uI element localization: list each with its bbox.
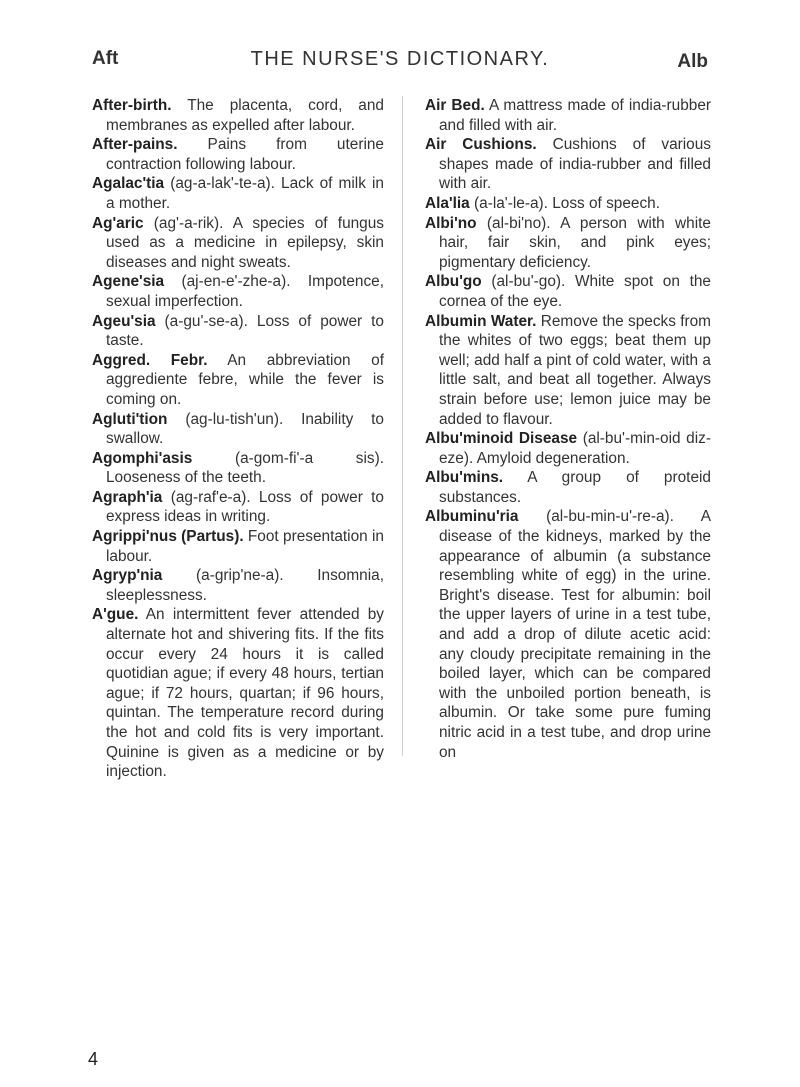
dictionary-entry [425, 468, 711, 507]
entry-term: After-pains. [92, 136, 178, 154]
entry-term: Ala'lia [425, 194, 470, 212]
entry-definition: (al-bu'-go). White spot on the cornea of the eye. [439, 273, 711, 310]
dictionary-entry [425, 312, 711, 430]
dictionary-entry [92, 214, 384, 273]
entry-definition: An abbreviation of aggrediente febre, while the fever is coming on. [106, 351, 384, 408]
entry-term: Air Cushions. [425, 136, 537, 154]
entry-term: Albi'no [425, 214, 477, 232]
entry-definition: (ag-a-lak'-te-a). Lack of milk in a mother. [106, 175, 384, 212]
header-guide-word-right: Alb [677, 51, 708, 72]
dictionary-entry [92, 488, 384, 527]
dictionary-entry [92, 351, 384, 410]
entry-term: After-birth. [92, 97, 172, 114]
entry-definition: Remove the specks from the whites of two eggs; beat them up well; add half a pint of cold water, with a little salt, and beat all together. Always strain before use; lemon juice may be added to flavour. [439, 312, 711, 428]
dictionary-entry [425, 272, 711, 311]
entry-definition: (a-grip'ne-a). Insomnia, sleeplessness. [106, 567, 384, 604]
entry-definition: The placenta, cord, and membranes as expelled after labour. [106, 97, 384, 134]
entry-term: Albu'mins. [425, 469, 504, 487]
left-column [92, 96, 384, 782]
header-guide-word-left: Aft [92, 48, 119, 69]
entry-term: Agraph'ia [92, 488, 163, 506]
entry-term: Albuminu'ria [425, 508, 519, 526]
dictionary-entry [92, 312, 384, 351]
entry-definition: (a-gu'-se-a). Loss of power to taste. [106, 312, 384, 350]
dictionary-entry [92, 566, 384, 605]
entry-term: Albu'go [425, 273, 482, 291]
dictionary-entry [92, 174, 384, 213]
entry-definition: (al-bi'no). A person with white hair, fair skin, and pink eyes; pigmentary deficiency. [439, 214, 711, 271]
dictionary-entry [92, 272, 384, 311]
dictionary-entry [92, 96, 384, 135]
header-title: THE NURSE'S DICTIONARY. [250, 48, 550, 70]
page-number: 4 [88, 1049, 99, 1069]
entry-definition: (ag-lu-tish'un). Inability to swallow. [106, 410, 384, 448]
entry-definition: Cushions of various shapes made of india-rubber and filled with air. [439, 136, 711, 193]
entry-term: A'gue. [92, 606, 139, 624]
column-divider [402, 96, 403, 756]
dictionary-entry [92, 135, 384, 174]
entry-term: Agrippi'nus (Partus). [92, 528, 244, 546]
running-header [92, 48, 708, 82]
entry-definition: Pains from uterine contraction following labour. [106, 136, 384, 173]
dictionary-entry [425, 194, 711, 214]
dictionary-entry [425, 135, 711, 194]
entry-term: Agomphi'asis [92, 449, 193, 467]
dictionary-entry [425, 429, 711, 468]
entry-definition: A mattress made of india-rubber and filled with air. [439, 97, 712, 134]
entry-term: Air Bed. [425, 97, 485, 114]
dictionary-entry [425, 507, 711, 762]
entry-definition: (a-gom-fi'-a sis). Looseness of the teeth. [106, 449, 384, 487]
entry-definition: (al-bu-min-u'-re-a). A disease of the kidneys, marked by the appearance of albumin (a substance resembling white of egg) in the urine. Bright's disease. Test for albumin: boil the upper layers of urine in a test tube, and add a drop of dilute acetic acid: any cloudy precipitate remaining in the boiled layer, which can be compared with the unboiled portion beneath, is albumin. Or take some pure fuming nitric acid in a test tube, and drop urine on [439, 508, 711, 761]
dictionary-entry [425, 96, 711, 135]
entry-definition: An intermittent fever attended by alternate hot and shivering fits. If the fits occur every 24 hours it is called quotidian ague; if every 48 hours, tertian ague; if 72 hours, quartan; if 96 hours, quintan. The temperature record during the hot and cold fits is very important. Quinine is given as a medicine or by injection. [106, 606, 384, 781]
entry-term: Ageu'sia [92, 312, 156, 330]
entry-definition: A group of proteid substances. [439, 469, 711, 506]
entry-term: Ag'aric [92, 214, 144, 232]
dictionary-entry [92, 527, 384, 566]
entry-term: Albumin Water. [425, 312, 537, 330]
dictionary-entry [92, 449, 384, 488]
entry-definition: (aj-en-e'-zhe-a). Impotence, sexual imperfection. [106, 273, 384, 310]
entry-term: Agluti'tion [92, 410, 168, 428]
dictionary-entry [92, 410, 384, 449]
right-column [425, 96, 711, 762]
dictionary-entry [92, 605, 384, 781]
entry-term: Agalac'tia [92, 175, 165, 193]
entry-definition: Foot presentation in labour. [106, 528, 384, 565]
entry-definition: (ag-raf'e-a). Loss of power to express ideas in writing. [106, 488, 384, 526]
entry-definition: (ag'-a-rik). A species of fungus used as a medicine in epilepsy, skin diseases and night sweats. [106, 214, 384, 271]
entry-term: Aggred. Febr. [92, 351, 208, 369]
entry-term: Agryp'nia [92, 567, 163, 585]
entry-definition: (al-bu'-min-oid diz-eze). Amyloid degeneration. [439, 430, 711, 467]
dictionary-entry [425, 214, 711, 273]
entry-term: Agene'sia [92, 273, 165, 291]
entry-definition: (a-la'-le-a). Loss of speech. [469, 194, 661, 212]
entry-term: Albu'minoid Disease [425, 430, 578, 448]
